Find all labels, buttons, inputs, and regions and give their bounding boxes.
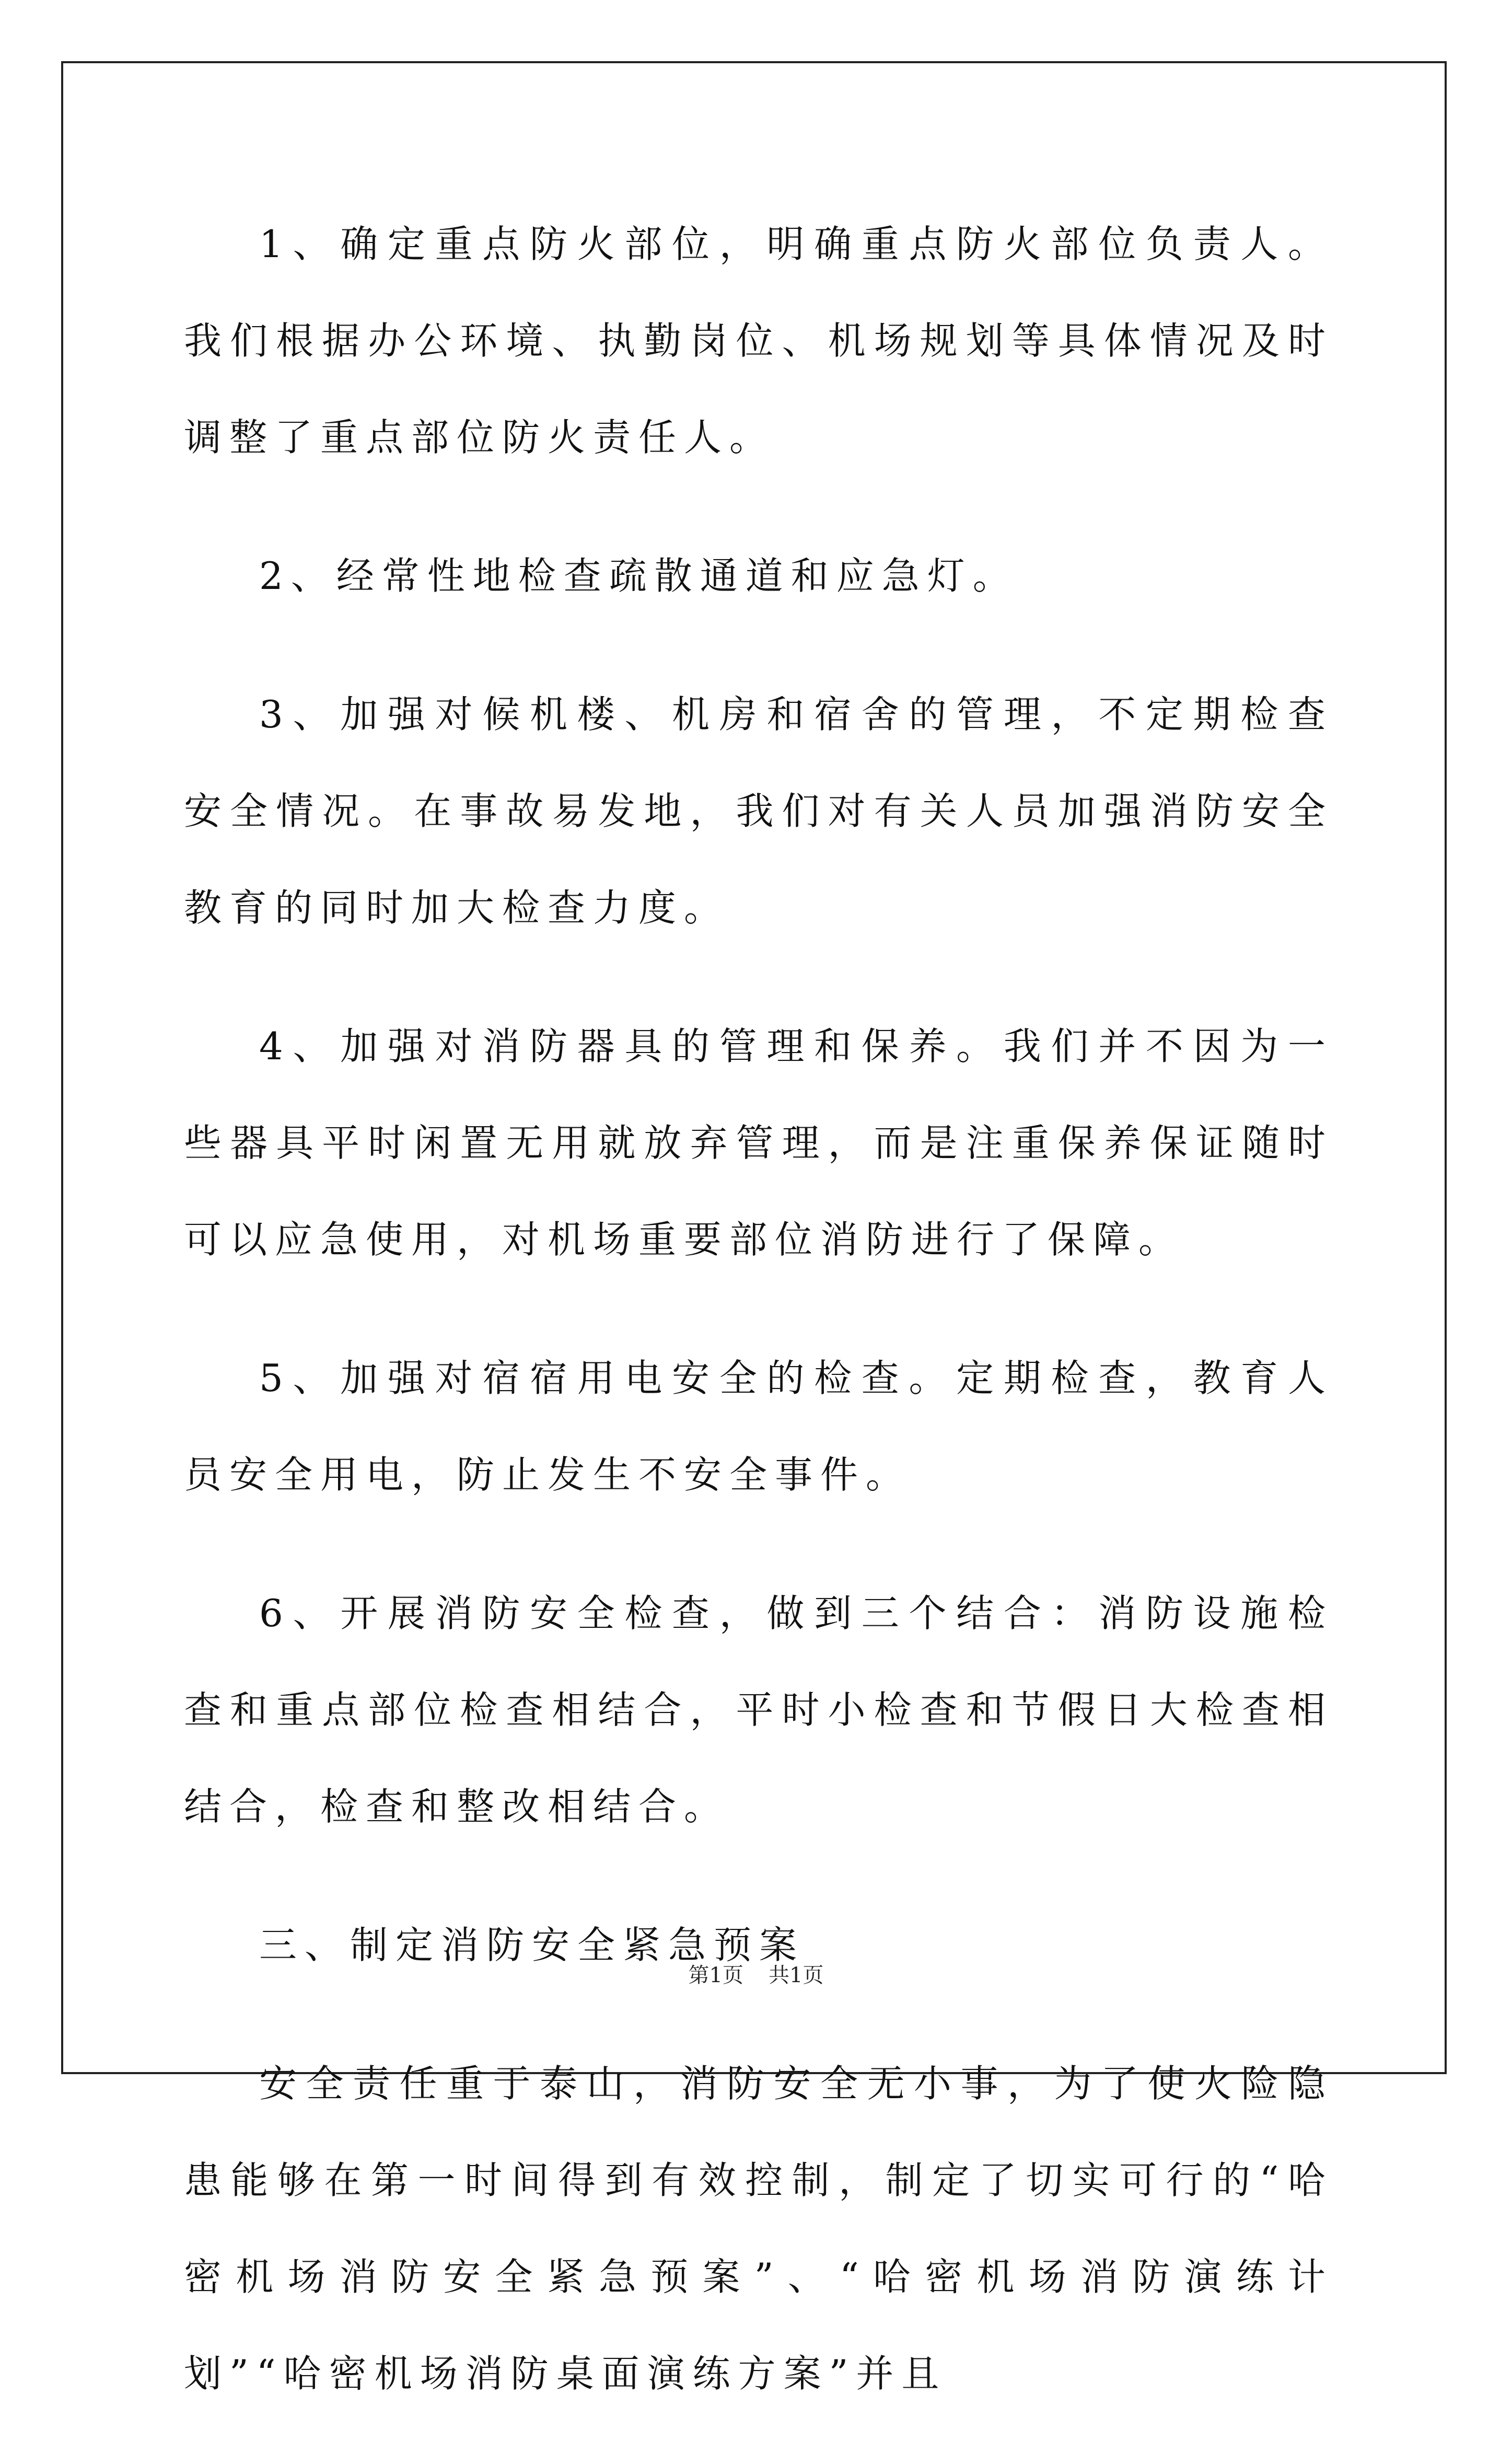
section-heading: 三、制定消防安全紧急预案 bbox=[259, 1923, 805, 1967]
paragraph-4: 4、加强对消防器具的管理和保养。我们并不因为一些器具平时闲置无用就放弃管理，而是注重保养保证随时可以应急使用，对机场重要部位消防进行了保障。 bbox=[184, 1024, 1333, 1262]
paragraph-3: 3、加强对候机楼、机房和宿舍的管理，不定期检查安全情况。在事故易发地，我们对有关人员加强消防安全教育的同时加大检查力度。 bbox=[184, 692, 1333, 930]
paragraph-2: 2、经常性地检查疏散通道和应急灯。 bbox=[259, 554, 1018, 598]
page-total: 共1页 bbox=[769, 1963, 824, 1987]
paragraph-6: 6、开展消防安全检查，做到三个结合：消防设施检查和重点部位检查相结合，平时小检查和节假日大检查相结合，检查和整改相结合。 bbox=[184, 1591, 1333, 1829]
paragraph-7: 安全责任重于泰山，消防安全无小事，为了使火险隐患能够在第一时间得到有效控制，制定了切实可行的“哈密机场消防安全紧急预案”、“哈密机场消防演练计划”“哈密机场消防桌面演练方案”并且 bbox=[184, 2062, 1333, 2396]
paragraph-1: 1、确定重点防火部位，明确重点防火部位负责人。我们根据办公环境、执勤岗位、机场规划等具体情况及时调整了重点部位防火责任人。 bbox=[184, 222, 1333, 459]
paragraph-5: 5、加强对宿宿用电安全的检查。定期检查，教育人员安全用电，防止发生不安全事件。 bbox=[184, 1356, 1333, 1497]
page-number: 第1页 bbox=[688, 1963, 743, 1987]
page-footer bbox=[0, 1959, 1512, 1988]
document-body bbox=[184, 196, 1333, 2464]
